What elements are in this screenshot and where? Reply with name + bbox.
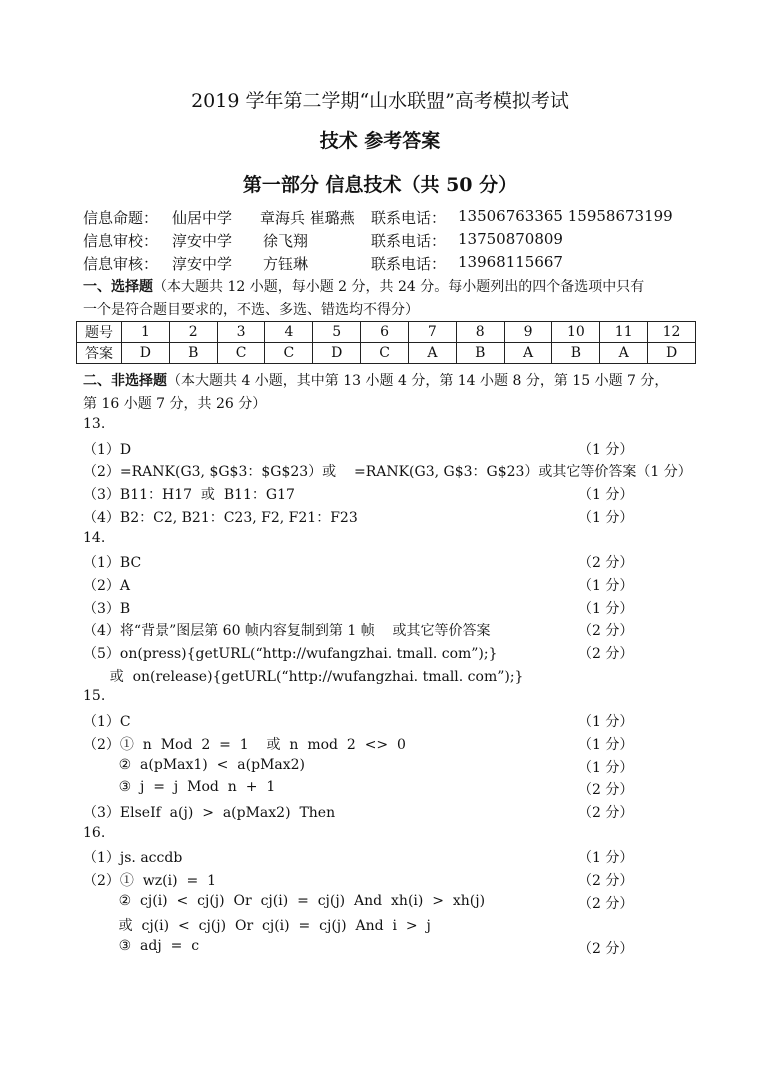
question-number-cell: 6	[361, 322, 409, 343]
answer-cell: A	[504, 343, 552, 364]
question-number-cell: 5	[313, 322, 361, 343]
answer-cell: B	[169, 343, 217, 364]
answer-line: （5）on(press){getURL(“http://wufangzhai. tmall. com”);}	[83, 646, 498, 662]
section1-heading: 一、选择题	[83, 279, 153, 295]
score-label: （2 分）	[578, 782, 634, 798]
answer-line: （2）=RANK(G3, $G$3：$G$23）或 =RANK(G3, G$3：G$23）或其它等价答案（1 分）	[83, 464, 692, 480]
score-label: （1 分）	[578, 487, 634, 503]
answer-table	[76, 321, 696, 364]
answer-cell: D	[122, 343, 170, 364]
answer-line: （1）C	[83, 714, 131, 730]
score-label: （2 分）	[578, 896, 634, 912]
question-number-cell: 8	[456, 322, 504, 343]
question-number-cell: 7	[408, 322, 456, 343]
answer-cell: D	[313, 343, 361, 364]
info-phone-label: 联系电话：	[371, 255, 447, 273]
answer-line: （1）BC	[83, 555, 142, 571]
info-school: 淳安中学	[172, 232, 233, 250]
answer-line: （4）将“背景”图层第 60 帧内容复制到第 1 帧 或其它等价答案	[83, 623, 491, 639]
score-label: （2 分）	[578, 873, 634, 889]
answer-line: （4）B2：C2, B21：C23, F2, F21：F23	[83, 510, 358, 526]
answer-cell: B	[456, 343, 504, 364]
question-number-cell: 3	[217, 322, 265, 343]
score-label: （2 分）	[578, 555, 634, 571]
info-phone: 13968115667	[458, 253, 563, 271]
answer-cell: D	[648, 343, 696, 364]
answer-line: （1）D	[83, 442, 132, 458]
score-label: （1 分）	[578, 601, 634, 617]
section2-desc-cont: 第 16 小题 7 分，共 26 分）	[83, 396, 267, 412]
answer-line: ② a(pMax1) < a(pMax2)	[83, 757, 306, 773]
answer-cell: A	[408, 343, 456, 364]
section1-desc-cont: 一个是符合题目要求的，不选、多选、错选均不得分）	[83, 302, 419, 318]
section1-intro	[83, 276, 644, 296]
section2-intro	[83, 370, 668, 390]
answer-cell: C	[265, 343, 313, 364]
answer-table-answer-row	[77, 343, 696, 364]
score-label: （1 分）	[578, 737, 634, 753]
info-names: 徐飞翔	[263, 232, 309, 250]
info-phone-label: 联系电话：	[371, 209, 447, 227]
section1-desc: （本大题共 12 小题，每小题 2 分，共 24 分。每小题列出的四个备选项中只有	[153, 279, 645, 295]
question-number-cell: 1	[122, 322, 170, 343]
answer-line: 或 on(release){getURL(“http://wufangzhai. tmall. com”);}	[83, 669, 524, 685]
score-label: （2 分）	[578, 623, 634, 639]
answer-line: （2）① wz(i) = 1	[83, 873, 217, 889]
answer-line: ③ j = j Mod n + 1	[83, 779, 276, 795]
question-number-cell: 2	[169, 322, 217, 343]
score-label: （1 分）	[578, 850, 634, 866]
question-number-cell: 12	[648, 322, 696, 343]
answer-table-number-row	[77, 322, 696, 343]
answer-cell: C	[217, 343, 265, 364]
info-phone: 13506763365 15958673199	[458, 207, 673, 225]
answer-cell: B	[552, 343, 600, 364]
score-label: （2 分）	[578, 646, 634, 662]
info-school: 淳安中学	[172, 255, 233, 273]
info-role: 信息命题：	[83, 209, 159, 227]
question-number-cell: 9	[504, 322, 552, 343]
score-label: （2 分）	[578, 805, 634, 821]
info-names: 章海兵 崔璐燕	[260, 209, 355, 227]
answer-cell: C	[361, 343, 409, 364]
answer-line: 15.	[83, 688, 106, 704]
info-school: 仙居中学	[172, 209, 233, 227]
answer-line: （2）A	[83, 578, 131, 594]
answer-line: 或 cj(i) < cj(j) Or cj(i) = cj(j) And i > j	[83, 918, 431, 934]
answer-line: ③ adj = c	[83, 938, 200, 954]
question-number-cell: 11	[600, 322, 648, 343]
answer-line: （3）B11：H17 或 B11：G17	[83, 487, 295, 503]
question-number-cell: 4	[265, 322, 313, 343]
score-label: （1 分）	[578, 442, 634, 458]
info-role: 信息审校：	[83, 232, 159, 250]
score-label: （2 分）	[578, 941, 634, 957]
score-label: （1 分）	[578, 578, 634, 594]
answer-line: 16.	[83, 825, 106, 841]
info-role: 信息审核：	[83, 255, 159, 273]
answer-line: （2）① n Mod 2 = 1 或 n mod 2 <> 0	[83, 737, 406, 753]
exam-subtitle: 技术 参考答案	[319, 130, 441, 152]
answer-line: （3）B	[83, 601, 131, 617]
question-number-cell: 10	[552, 322, 600, 343]
exam-title: 2019 学年第二学期“山水联盟”高考模拟考试	[191, 90, 569, 112]
info-phone-label: 联系电话：	[371, 232, 447, 250]
table-header-cell: 答案	[77, 343, 122, 364]
score-label: （1 分）	[578, 714, 634, 730]
table-header-cell: 题号	[77, 322, 122, 343]
section2-desc: （本大题共 4 小题，其中第 13 小题 4 分，第 14 小题 8 分，第 15 小题 7 分，	[167, 373, 669, 389]
info-phone: 13750870809	[458, 230, 563, 248]
part-title: 第一部分 信息技术（共 50 分）	[242, 174, 518, 196]
answer-line: 13.	[83, 416, 106, 432]
section2-heading: 二、非选择题	[83, 373, 167, 389]
answer-line: （3）ElseIf a(j) > a(pMax2) Then	[83, 805, 336, 821]
answer-line: ② cj(i) < cj(j) Or cj(i) = cj(j) And xh(i) > xh(j)	[83, 893, 486, 909]
answer-line: （1）js. accdb	[83, 850, 183, 866]
info-names: 方钰琳	[263, 255, 309, 273]
answer-line: 14.	[83, 530, 106, 546]
score-label: （1 分）	[578, 510, 634, 526]
answer-cell: A	[600, 343, 648, 364]
score-label: （1 分）	[578, 760, 634, 776]
